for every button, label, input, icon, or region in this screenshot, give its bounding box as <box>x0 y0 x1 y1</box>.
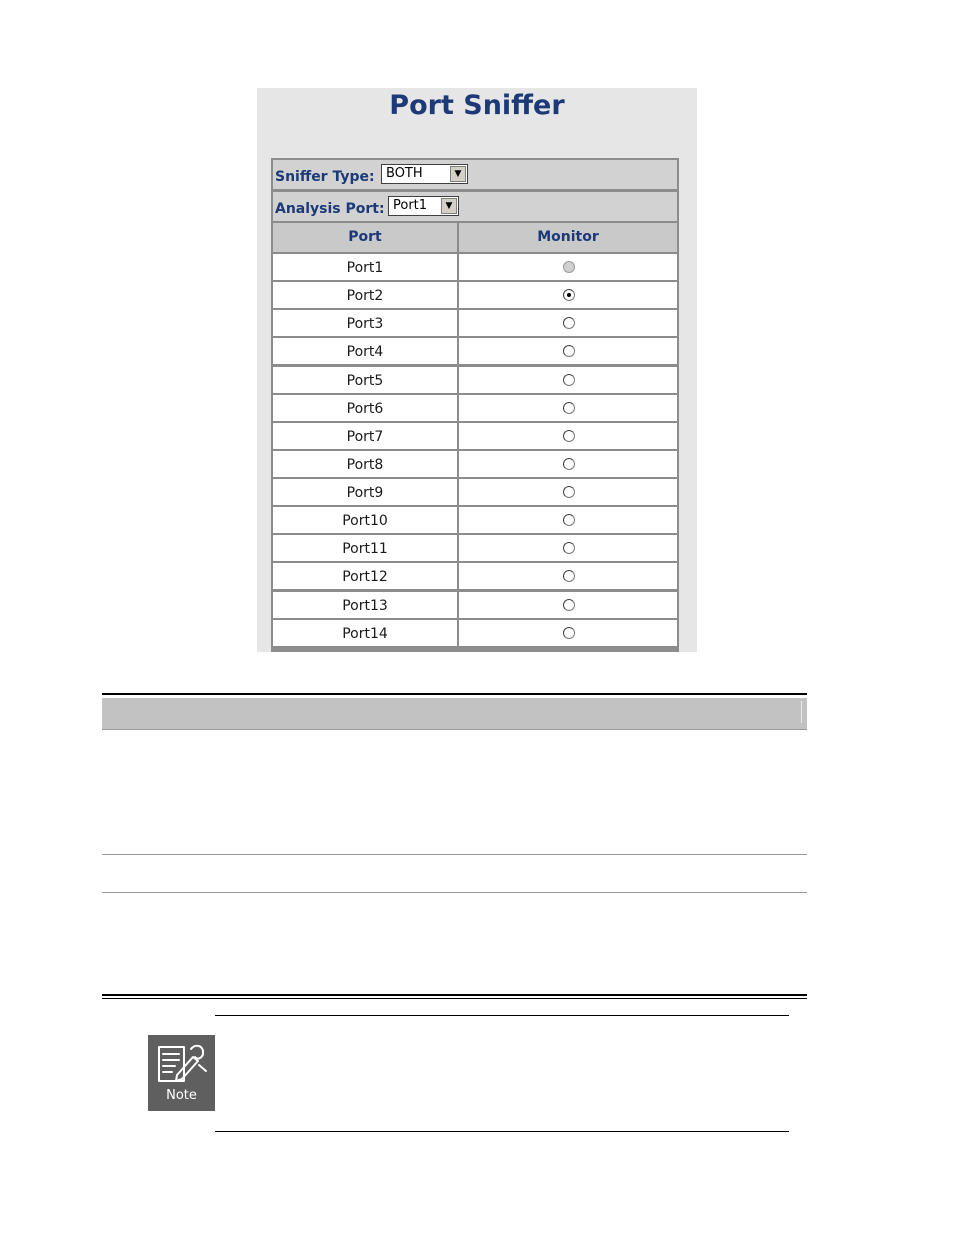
monitor-cell <box>459 563 677 589</box>
monitor-cell <box>459 479 677 505</box>
page-title: Port Sniffer <box>389 90 565 121</box>
monitor-cell <box>459 282 677 308</box>
table-row <box>273 507 677 533</box>
monitor-cell <box>459 535 677 561</box>
note-icon <box>148 1035 215 1111</box>
notepad-pencil-icon <box>148 1035 215 1091</box>
port-name: Port5 <box>273 367 457 393</box>
monitor-cell <box>459 507 677 533</box>
port-name: Port3 <box>273 310 457 336</box>
table-bottom-rule <box>102 998 807 999</box>
table-header <box>273 223 677 252</box>
port-list <box>273 254 677 648</box>
analysis-port-label: Analysis Port: <box>275 201 385 217</box>
monitor-radio-port14[interactable] <box>563 627 575 639</box>
port-name: Port2 <box>273 282 457 308</box>
table-bottom-rule <box>102 994 807 996</box>
port-sniffer-panel <box>257 88 697 652</box>
table-top-rule <box>102 693 807 695</box>
monitor-radio-port6[interactable] <box>563 402 575 414</box>
table-row <box>273 310 677 336</box>
port-name: Port6 <box>273 395 457 421</box>
monitor-cell <box>459 620 677 646</box>
monitor-cell <box>459 451 677 477</box>
table-row <box>273 451 677 477</box>
port-name: Port10 <box>273 507 457 533</box>
table-row <box>273 395 677 421</box>
port-name: Port11 <box>273 535 457 561</box>
table-row <box>273 423 677 449</box>
monitor-radio-port11[interactable] <box>563 542 575 554</box>
table-row <box>273 367 677 393</box>
note-label: Note <box>166 1088 197 1103</box>
monitor-cell <box>459 423 677 449</box>
sniffer-type-label: Sniffer Type: <box>275 169 375 185</box>
port-name: Port8 <box>273 451 457 477</box>
monitor-radio-port4[interactable] <box>563 345 575 357</box>
note-bottom-rule <box>215 1131 789 1132</box>
monitor-radio-port12[interactable] <box>563 570 575 582</box>
sniffer-type-select[interactable] <box>381 164 468 184</box>
port-name: Port9 <box>273 479 457 505</box>
table-row <box>273 535 677 561</box>
monitor-cell <box>459 592 677 618</box>
table-row <box>273 254 677 280</box>
sniffer-type-row <box>273 160 677 189</box>
monitor-radio-port13[interactable] <box>563 599 575 611</box>
table-row <box>273 563 677 589</box>
monitor-radio-port9[interactable] <box>563 486 575 498</box>
description-table-header <box>102 698 807 729</box>
monitor-radio-port7[interactable] <box>563 430 575 442</box>
port-name: Port13 <box>273 592 457 618</box>
port-name: Port14 <box>273 620 457 646</box>
monitor-radio-port5[interactable] <box>563 374 575 386</box>
port-name: Port7 <box>273 423 457 449</box>
analysis-port-select[interactable] <box>388 196 459 216</box>
monitor-cell <box>459 395 677 421</box>
table-row <box>273 338 677 364</box>
monitor-radio-port10[interactable] <box>563 514 575 526</box>
analysis-port-row <box>273 192 677 221</box>
monitor-radio-port1 <box>563 261 575 273</box>
monitor-radio-port3[interactable] <box>563 317 575 329</box>
table-row <box>273 479 677 505</box>
port-name: Port12 <box>273 563 457 589</box>
port-name: Port1 <box>273 254 457 280</box>
sniffer-type-value: BOTH <box>386 166 423 181</box>
analysis-port-value: Port1 <box>393 198 428 213</box>
monitor-radio-port2[interactable] <box>563 289 575 301</box>
table-row <box>273 282 677 308</box>
table-row <box>273 592 677 618</box>
monitor-cell <box>459 310 677 336</box>
column-header-port: Port <box>273 223 457 252</box>
table-row <box>273 620 677 646</box>
note-top-rule <box>215 1015 789 1016</box>
chevron-down-icon[interactable]: ▼ <box>450 166 466 182</box>
monitor-cell <box>459 338 677 364</box>
divider <box>102 854 807 855</box>
monitor-cell <box>459 367 677 393</box>
monitor-cell <box>459 254 677 280</box>
chevron-down-icon[interactable]: ▼ <box>441 198 457 214</box>
divider <box>102 729 807 730</box>
divider <box>102 892 807 893</box>
sniffer-settings-table <box>271 158 679 652</box>
monitor-radio-port8[interactable] <box>563 458 575 470</box>
port-name: Port4 <box>273 338 457 364</box>
column-header-monitor: Monitor <box>459 223 677 252</box>
header-divider <box>801 701 802 723</box>
